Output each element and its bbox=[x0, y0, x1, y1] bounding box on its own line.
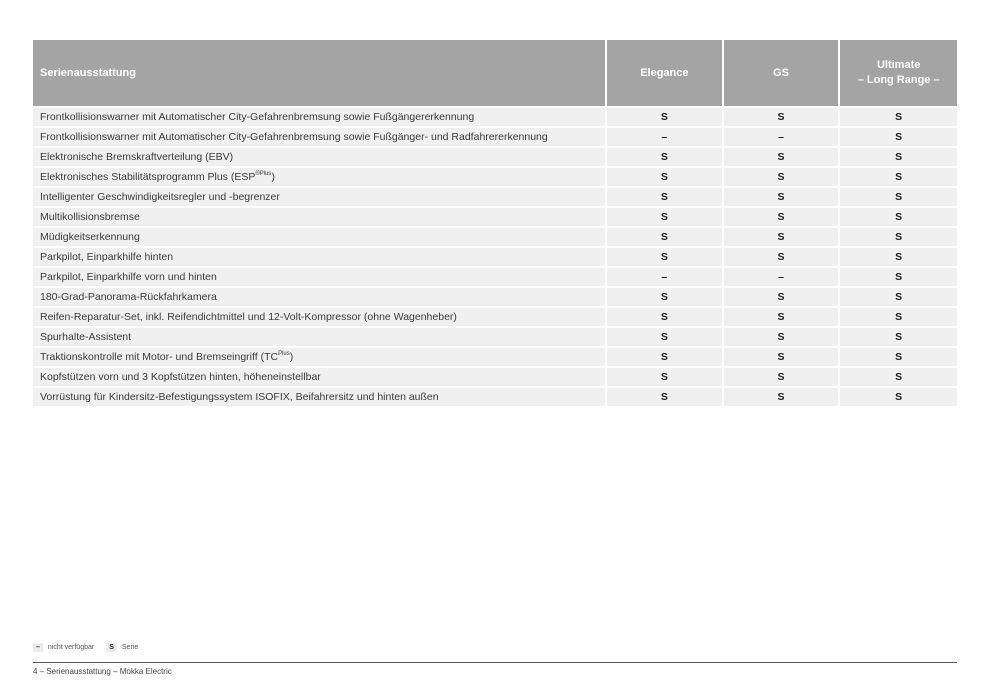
table-row bbox=[33, 366, 957, 386]
trim-name: Ultimate bbox=[876, 59, 921, 71]
feature-label: Frontkollisionswarner mit Automatischer City-Gefahrenbremsung sowie Fußgänger- und Radfahrererkennung bbox=[40, 131, 548, 143]
legend-item-not-available bbox=[33, 643, 94, 652]
feature-label: Intelligenter Geschwindigkeitsregler und -begrenzer bbox=[40, 191, 280, 203]
feature-cell bbox=[33, 166, 607, 186]
table-row bbox=[33, 126, 957, 146]
table-row bbox=[33, 306, 957, 326]
feature-cell bbox=[33, 146, 607, 166]
availability-gs: S bbox=[724, 346, 841, 366]
availability-elegance: S bbox=[607, 166, 724, 186]
availability-ultimate: S bbox=[840, 126, 957, 146]
feature-cell bbox=[33, 206, 607, 226]
feature-cell bbox=[33, 106, 607, 126]
availability-gs: – bbox=[724, 126, 841, 146]
availability-elegance: S bbox=[607, 326, 724, 346]
availability-ultimate: S bbox=[840, 326, 957, 346]
table-row bbox=[33, 386, 957, 406]
availability-gs: S bbox=[724, 246, 841, 266]
availability-elegance: S bbox=[607, 226, 724, 246]
availability-ultimate: S bbox=[840, 266, 957, 286]
legend-symbol: S bbox=[106, 643, 117, 652]
feature-cell bbox=[33, 186, 607, 206]
availability-gs: S bbox=[724, 106, 841, 126]
feature-cell bbox=[33, 386, 607, 406]
table-row bbox=[33, 146, 957, 166]
feature-label: Traktionskontrolle mit Motor- und Bremseingriff (TC bbox=[40, 351, 279, 363]
feature-label: Frontkollisionswarner mit Automatischer City-Gefahrenbremsung sowie Fußgängererkennung bbox=[40, 111, 475, 123]
feature-label: 180-Grad-Panorama-Rückfahrkamera bbox=[40, 291, 217, 303]
feature-cell bbox=[33, 306, 607, 326]
feature-cell bbox=[33, 266, 607, 286]
table-row bbox=[33, 286, 957, 306]
footer-divider bbox=[33, 662, 957, 663]
availability-ultimate: S bbox=[840, 306, 957, 326]
table-row bbox=[33, 166, 957, 186]
availability-gs: S bbox=[724, 166, 841, 186]
feature-suffix: ) bbox=[289, 351, 294, 363]
table-row bbox=[33, 246, 957, 266]
legend-label: nicht verfügbar bbox=[47, 644, 95, 651]
feature-label: Vorrüstung für Kindersitz-Befestigungssystem ISOFIX, Beifahrersitz und hinten außen bbox=[40, 391, 439, 403]
table-row bbox=[33, 106, 957, 126]
table-row bbox=[33, 346, 957, 366]
feature-suffix: ) bbox=[271, 171, 275, 183]
equipment-table bbox=[33, 40, 957, 406]
availability-elegance: S bbox=[607, 246, 724, 266]
table-row bbox=[33, 206, 957, 226]
column-header-trim-ultimate bbox=[840, 40, 957, 106]
feature-cell bbox=[33, 346, 607, 366]
feature-label: Parkpilot, Einparkhilfe hinten bbox=[40, 251, 174, 263]
availability-gs: S bbox=[724, 186, 841, 206]
feature-label: Parkpilot, Einparkhilfe vorn und hinten bbox=[40, 271, 217, 283]
availability-ultimate: S bbox=[840, 386, 957, 406]
column-header-feature: Serienausstattung bbox=[33, 40, 607, 106]
availability-elegance: S bbox=[607, 366, 724, 386]
feature-label: Müdigkeitserkennung bbox=[40, 231, 140, 243]
feature-cell bbox=[33, 326, 607, 346]
availability-ultimate: S bbox=[840, 146, 957, 166]
availability-ultimate: S bbox=[840, 246, 957, 266]
availability-ultimate: S bbox=[840, 226, 957, 246]
trim-name: GS bbox=[773, 66, 789, 79]
availability-elegance: S bbox=[607, 206, 724, 226]
availability-elegance: S bbox=[607, 106, 724, 126]
page-footer: 4 – Serienausstattung – Mokka Electric bbox=[33, 667, 172, 676]
feature-label: Reifen-Reparatur-Set, inkl. Reifendichtmittel und 12-Volt-Kompressor (ohne Wagenheber) bbox=[40, 311, 457, 323]
feature-label: Elektronische Bremskraftverteilung (EBV) bbox=[40, 151, 234, 163]
feature-label: Kopfstützen vorn und 3 Kopfstützen hinten, höheneinstellbar bbox=[40, 371, 321, 383]
availability-elegance: S bbox=[607, 286, 724, 306]
availability-elegance: – bbox=[607, 126, 724, 146]
table-header-row bbox=[33, 40, 957, 106]
availability-ultimate: S bbox=[840, 106, 957, 126]
feature-cell bbox=[33, 366, 607, 386]
table-row bbox=[33, 226, 957, 246]
legend-label: Serie bbox=[121, 644, 139, 651]
availability-ultimate: S bbox=[840, 286, 957, 306]
availability-gs: S bbox=[724, 286, 841, 306]
feature-label: Multikollisionsbremse bbox=[40, 211, 140, 223]
availability-elegance: – bbox=[607, 266, 724, 286]
feature-cell bbox=[33, 126, 607, 146]
availability-ultimate: S bbox=[840, 366, 957, 386]
feature-superscript: Plus bbox=[278, 351, 290, 357]
availability-elegance: S bbox=[607, 346, 724, 366]
feature-cell bbox=[33, 286, 607, 306]
availability-ultimate: S bbox=[840, 346, 957, 366]
table-row bbox=[33, 326, 957, 346]
availability-ultimate: S bbox=[840, 206, 957, 226]
availability-ultimate: S bbox=[840, 186, 957, 206]
availability-gs: S bbox=[724, 306, 841, 326]
availability-gs: S bbox=[724, 206, 841, 226]
feature-superscript: ®Plus bbox=[255, 171, 272, 177]
availability-gs: S bbox=[724, 226, 841, 246]
availability-ultimate: S bbox=[840, 166, 957, 186]
availability-elegance: S bbox=[607, 186, 724, 206]
column-header-trim-gs bbox=[724, 40, 841, 106]
availability-gs: – bbox=[724, 266, 841, 286]
trim-name: Elegance bbox=[640, 66, 689, 79]
legend-symbol: – bbox=[33, 643, 43, 652]
availability-elegance: S bbox=[607, 306, 724, 326]
table-body bbox=[33, 106, 957, 406]
availability-gs: S bbox=[724, 366, 841, 386]
table-row bbox=[33, 186, 957, 206]
feature-cell bbox=[33, 246, 607, 266]
trim-subtitle: – Long Range – bbox=[857, 74, 940, 86]
availability-gs: S bbox=[724, 146, 841, 166]
feature-cell bbox=[33, 226, 607, 246]
availability-gs: S bbox=[724, 326, 841, 346]
legend-item-standard bbox=[106, 643, 138, 652]
availability-elegance: S bbox=[607, 386, 724, 406]
column-header-trim-elegance bbox=[607, 40, 724, 106]
availability-elegance: S bbox=[607, 146, 724, 166]
table-row bbox=[33, 266, 957, 286]
legend bbox=[33, 643, 150, 652]
availability-gs: S bbox=[724, 386, 841, 406]
feature-label: Spurhalte-Assistent bbox=[40, 331, 132, 343]
feature-label: Elektronisches Stabilitätsprogramm Plus (ESP bbox=[40, 171, 256, 183]
